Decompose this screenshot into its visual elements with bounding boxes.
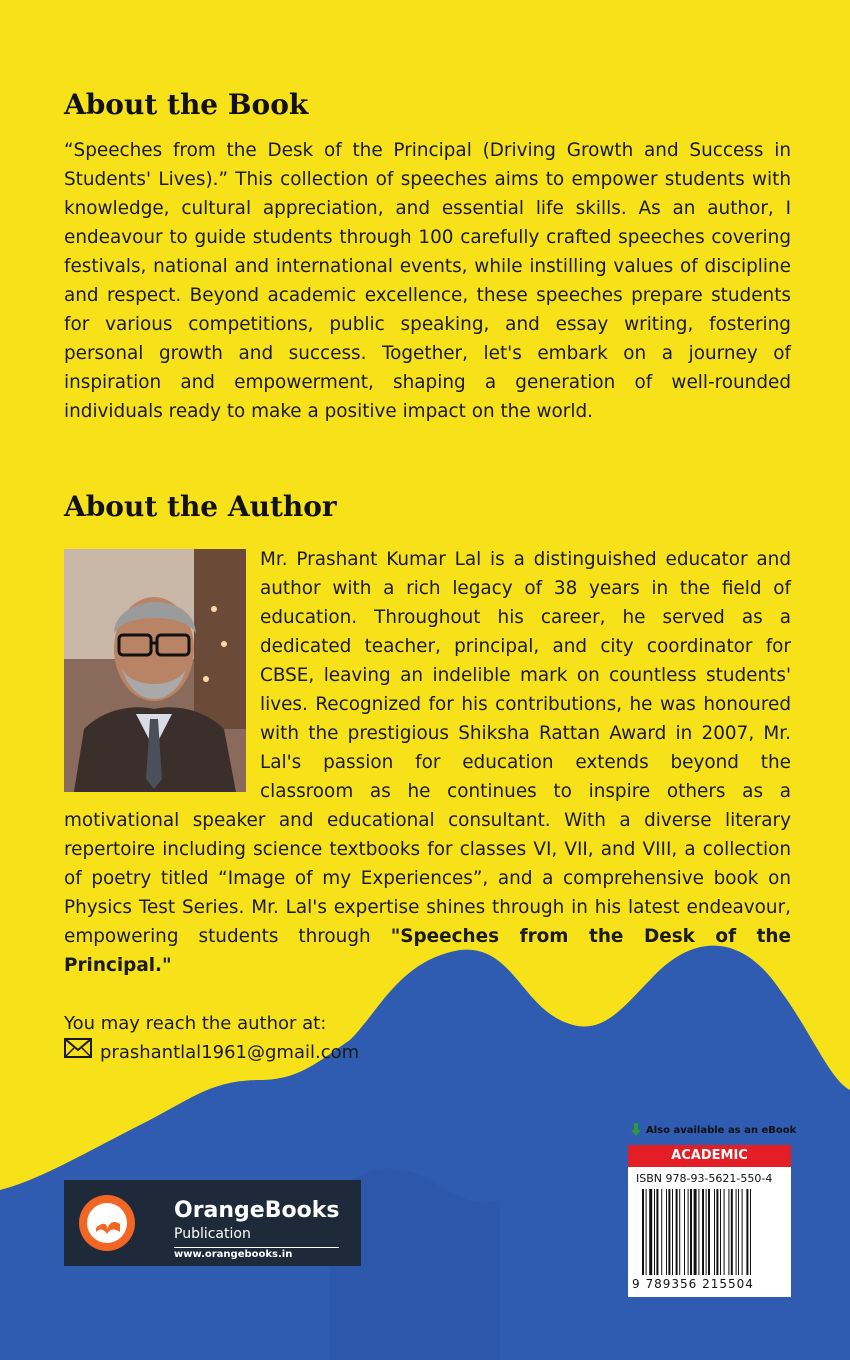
about-book-text: “Speeches from the Desk of the Principal (Driving Growth and Success in Students' Lives).” This collection of speeches aims to empower students with knowledge, cultural appreciation, and essential life skills. As an author, I endeavour to guide students through 100 carefully crafted speeches covering festivals, national and international events, while instilling values of discipline and respect. Beyond academic excellence, these speeches prepare students for various competitions, public speaking, and essay writing, fostering personal growth and success. Together, let's embark on a journey of inspiration and empowerment, shaping a generation of well-rounded individuals ready to make a positive impact on the world.	[64, 140, 791, 422]
about-book-heading: About the Book	[64, 88, 309, 121]
author-photo	[64, 549, 246, 792]
category-banner: ACADEMIC	[628, 1145, 791, 1167]
orangebooks-logo-icon	[78, 1194, 136, 1252]
barcode-number: 9 789356 215504	[632, 1277, 754, 1291]
author-email[interactable]: prashantlal1961@gmail.com	[100, 1041, 360, 1063]
envelope-icon	[64, 1038, 92, 1067]
contact-section	[64, 1010, 359, 1067]
publisher-name: OrangeBooks	[174, 1198, 340, 1223]
publisher-divider	[174, 1247, 339, 1248]
about-author-text: Mr. Prashant Kumar Lal is a distinguished educator and author with a rich legacy of 38 years in the field of education. Throughout his career, he served as a dedicated teacher, principal, and city coordinator for CBSE, leaving an indelible mark on countless students' lives. Recognized for his contributions, he was honoured with the prestigious Shiksha Rattan Award in 2007, Mr. Lal's passion for education extends beyond the classroom as he continues to inspire others as a motivational speaker and educational consultant. With a diverse literary repertoire including science textbooks for classes VI, VII, and VIII, a collection of poetry titled “Image of my Experiences”, and a comprehensive book on Physics Test Series. Mr. Lal's expertise shines through in his latest endeavour, empowering students through "Speeches from the Desk of the Principal."	[64, 549, 791, 976]
publisher-logo-box	[64, 1180, 361, 1266]
ebook-note-text: Also available as an eBook	[646, 1124, 797, 1136]
download-arrow-icon	[630, 1123, 642, 1137]
publisher-url: www.orangebooks.in	[174, 1249, 293, 1260]
book-title-closing: "Speeches from the Desk of the Principal."	[64, 926, 791, 976]
about-author-section	[64, 545, 791, 980]
about-author-heading: About the Author	[64, 490, 337, 523]
publisher-subtitle: Publication	[174, 1226, 251, 1242]
isbn-text: ISBN 978-93-5621-550-4	[636, 1172, 773, 1185]
barcode	[642, 1189, 786, 1275]
ebook-note	[630, 1123, 796, 1137]
contact-label: You may reach the author at:	[64, 1013, 327, 1034]
barcode-panel	[628, 1145, 791, 1297]
